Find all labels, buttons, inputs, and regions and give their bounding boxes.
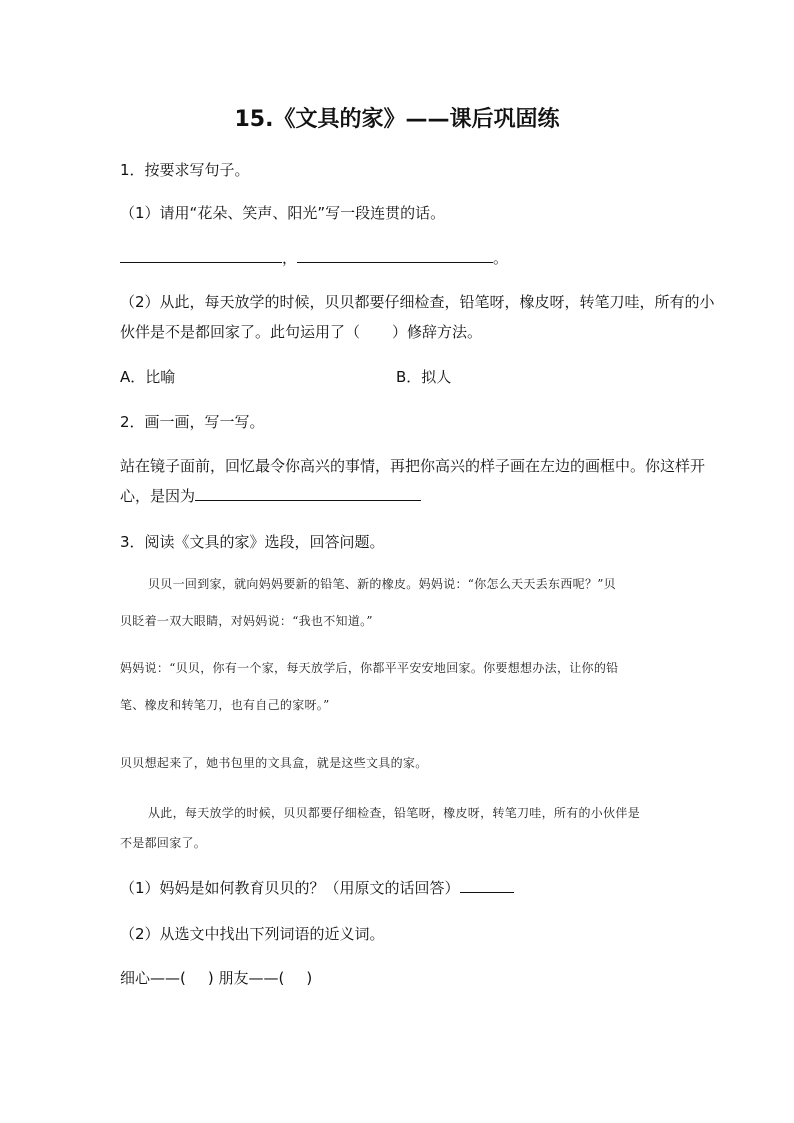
blank-separator: ， bbox=[282, 249, 298, 267]
question-3-sub-2: （2）从选文中找出下列词语的近义词。 bbox=[120, 925, 385, 943]
question-2-line-2-text: 心，是因为 bbox=[120, 487, 196, 505]
question-2-heading: 2．画一画，写一写。 bbox=[120, 413, 265, 431]
sub-2-text-after: ）修辞方法。 bbox=[392, 323, 483, 341]
synonym-row bbox=[120, 968, 312, 988]
synonym-2-label: 朋友——( bbox=[218, 969, 285, 987]
option-a: A．比喻 bbox=[120, 368, 176, 386]
synonym-2-close: ) bbox=[306, 969, 313, 987]
question-2-line-1: 站在镜子面前，回忆最令你高兴的事情，再把你高兴的样子画在左边的画框中。你这样开 bbox=[120, 457, 706, 475]
question-1-heading: 1．按要求写句子。 bbox=[120, 161, 250, 179]
passage-line-5: 贝贝想起来了，她书包里的文具盒，就是这些文具的家。 bbox=[120, 756, 428, 770]
answer-blank-reason[interactable] bbox=[195, 486, 421, 501]
question-3-sub-1-text: （1）妈妈是如何教育贝贝的？（用原文的话回答） bbox=[120, 879, 460, 897]
passage-line-7: 不是都回家了。 bbox=[120, 836, 207, 850]
synonym-1-label: 细心——( bbox=[120, 969, 186, 987]
question-1-answer-line bbox=[120, 248, 508, 268]
blank-end: 。 bbox=[493, 249, 509, 267]
question-1-sub-2-line-1: （2）从此，每天放学的时候，贝贝都要仔细检查，铅笔呀，橡皮呀，转笔刀哇，所有的小 bbox=[120, 293, 715, 311]
answer-blank-2[interactable] bbox=[297, 248, 493, 263]
sub-2-text-before: 伙伴是不是都回家了。此句运用了（ bbox=[120, 323, 361, 341]
passage-line-4: 笔、橡皮和转笔刀，也有自己的家呀。” bbox=[120, 698, 330, 712]
passage-line-3: 妈妈说：“贝贝，你有一个家，每天放学后，你都平平安安地回家。你要想想办法，让你的铅 bbox=[120, 661, 619, 675]
question-1-sub-2-line-2 bbox=[120, 322, 482, 342]
passage-line-6: 从此，每天放学的时候，贝贝都要仔细检查，铅笔呀，橡皮呀，转笔刀哇，所有的小伙伴是 bbox=[148, 806, 641, 820]
page-title: 15.《文具的家》——课后巩固练 bbox=[234, 107, 560, 132]
question-1-sub-1: （1）请用“花朵、笑声、阳光”写一段连贯的话。 bbox=[120, 204, 446, 222]
answer-blank-education[interactable] bbox=[460, 878, 514, 893]
passage-line-2: 贝眨着一双大眼睛，对妈妈说：“我也不知道。” bbox=[120, 614, 373, 628]
question-3-sub-1 bbox=[120, 878, 514, 898]
option-b: B．拟人 bbox=[396, 368, 452, 386]
question-2-line-2 bbox=[120, 486, 421, 506]
question-3-heading: 3．阅读《文具的家》选段，回答问题。 bbox=[120, 533, 385, 551]
passage-line-1: 贝贝一回到家，就向妈妈要新的铅笔、新的橡皮。妈妈说：“你怎么天天丢东西呢？”贝 bbox=[148, 577, 616, 591]
answer-blank-1[interactable] bbox=[120, 248, 282, 263]
synonym-1-close: ) bbox=[207, 969, 214, 987]
